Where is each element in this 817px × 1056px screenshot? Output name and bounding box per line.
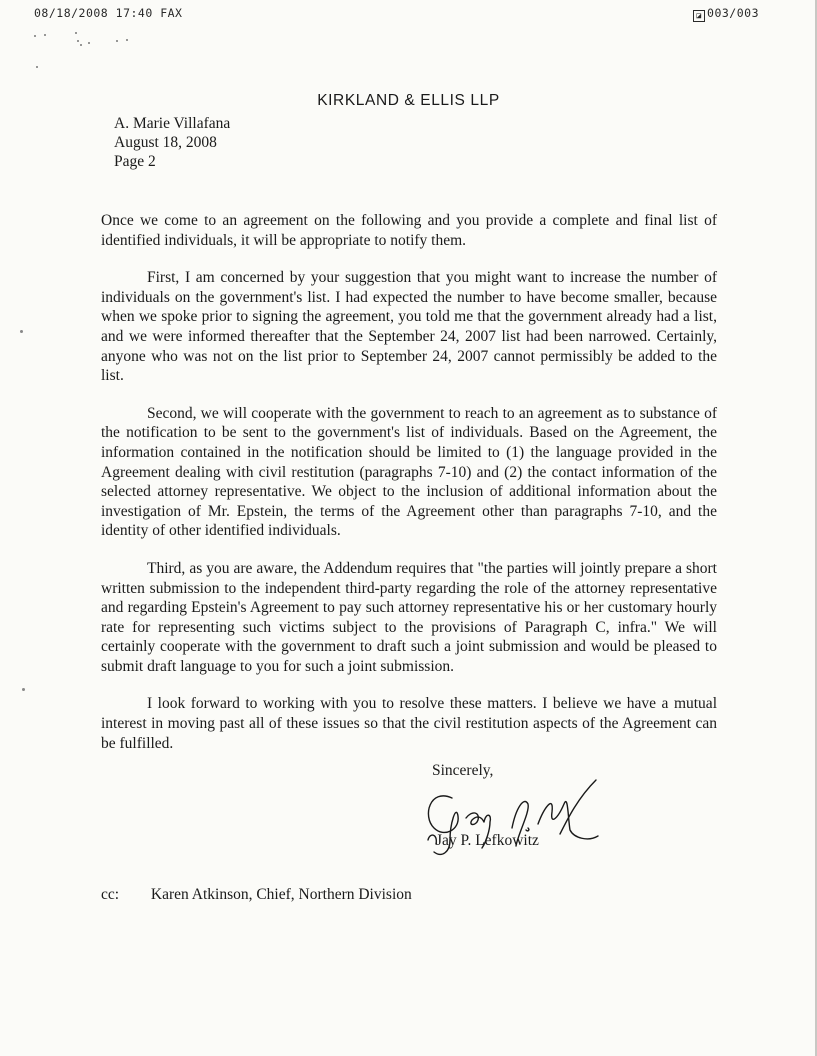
paragraph-first: First, I am concerned by your suggestion that you might want to increase the number of individuals on the government's list. I had expected the number to have become smaller, because when we spoke prior to signing the agreement, you told me that the government already had a list, and we were informed thereafter that the September 24, 2007 list had been narrowed. Certainly, anyone who was not on the list prior to September 24, 2007 cannot permissibly be added to the list. — [101, 269, 717, 385]
scan-mark — [22, 688, 25, 691]
paragraph-third: Third, as you are aware, the Addendum requires that "the parties will jointly prepare a short written submission to the independent third-party regarding the role of the attorney representative and regarding Epstein's Agreement to pay such attorney representative his or her customary hourly rate for representing such victims subject to the provisions of Paragraph C, infra." We will certainly cooperate with the government to draft such a joint submission and would be pleased to submit draft language to you for such a joint submission. — [101, 559, 717, 675]
letter-date: August 18, 2008 — [114, 134, 217, 151]
letterhead — [0, 92, 817, 110]
cc-label: cc: — [101, 886, 120, 903]
page-label: Page 2 — [114, 153, 156, 170]
recipient-name: A. Marie Villafana — [114, 115, 231, 132]
fax-page-icon: ◪ — [693, 10, 705, 22]
paragraph-intro: Once we come to an agreement on the following and you provide a complete and final list of identified individuals, it will be appropriate to notify them. — [101, 212, 717, 249]
closing-salutation: Sincerely, — [432, 762, 494, 779]
signer-name: Jay P. Lefkowitz — [436, 832, 539, 849]
firm-name: KIRKLAND & ELLIS LLP — [317, 92, 500, 109]
scan-specks — [30, 30, 150, 90]
cc-line — [101, 886, 412, 904]
cc-recipient: Karen Atkinson, Chief, Northern Division — [150, 886, 412, 903]
address-block — [114, 114, 230, 171]
letter-body — [101, 211, 717, 771]
paragraph-second: Second, we will cooperate with the government to reach to an agreement as to substance of the notification to be sent to the government's list of individuals. Based on the Agreement, the information contained in the notification should be limited to (1) the language provided in the Agreement dealing with civil restitution (paragraphs 7-10) and (2) the contact information of the selected attorney representative. We object to the inclusion of additional information about the investigation of Mr. Epstein, the terms of the Agreement other than paragraphs 7-10, and the identity of other identified individuals. — [101, 404, 717, 540]
fax-page-counter — [693, 6, 759, 22]
fax-datetime: 08/18/2008 17:40 FAX — [34, 6, 183, 20]
fax-page-number: 003/003 — [707, 6, 759, 20]
scan-mark — [20, 330, 23, 333]
paragraph-closing: I look forward to working with you to resolve these matters. I believe we have a mutual interest in moving past all of these issues so that the civil restitution aspects of the Agreement can be fulfilled. — [101, 695, 717, 752]
